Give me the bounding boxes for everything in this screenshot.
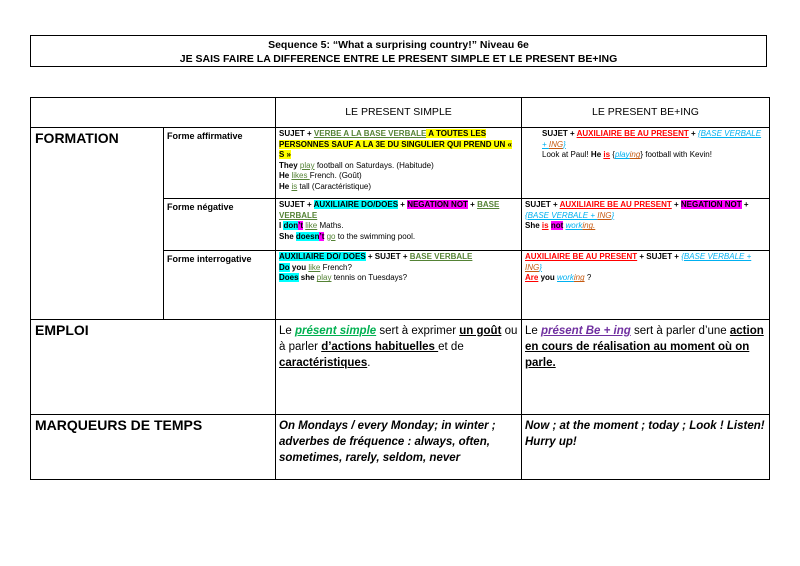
marqueurs-being-cell [522, 415, 770, 480]
text-line [279, 161, 518, 172]
text-segment: NEGATION NOT [680, 200, 742, 209]
affirmative-being-cell [522, 128, 770, 199]
empty-header-cell [31, 98, 276, 128]
text-segment: go [326, 231, 336, 241]
affirmative-simple-cell [276, 128, 522, 199]
text-segment: {BASE VERBALE + [681, 252, 752, 261]
text-line [279, 263, 518, 274]
text-segment: caractéristiques [279, 357, 368, 369]
emploi-simple-cell [276, 320, 522, 415]
text-segment: she [298, 273, 317, 283]
text-segment: AUXILIAIRE BE AU PRESENT [559, 200, 672, 209]
text-segment: I [279, 221, 284, 231]
text-segment: SUJET + [542, 129, 577, 138]
text-segment: AUXILIAIRE BE AU PRESENT [525, 252, 638, 261]
text-segment: et de [438, 341, 464, 353]
text-segment: AUXILIAIRE DO/DOES [313, 200, 399, 209]
text-segment: ou à parler [279, 325, 518, 353]
text-segment: French. (Goût) [309, 171, 362, 181]
text-line [279, 232, 518, 243]
text-segment: {BASE VERBALE + [542, 129, 762, 149]
text-segment: He [279, 171, 292, 181]
text-segment: They [279, 160, 300, 170]
text-line [525, 200, 766, 221]
text-segment: + [398, 200, 408, 209]
text-segment: NEGATION NOT [407, 200, 468, 209]
text-segment: tennis on Tuesdays? [331, 273, 408, 283]
text-segment: SUJET + [525, 200, 560, 209]
text-segment: He [590, 150, 604, 160]
marqueurs-simple-cell [276, 415, 522, 480]
text-segment: ING [525, 262, 540, 272]
text-segment: Does [279, 273, 299, 283]
text-line [279, 171, 518, 182]
text-segment: to the swimming pool. [335, 231, 416, 241]
text-segment: AUXILIAIRE DO/ DOES [279, 252, 366, 261]
text-segment: like [305, 221, 318, 231]
text-segment: BASE VERBALE [279, 200, 500, 220]
text-segment: play [299, 160, 315, 170]
text-segment: + [467, 200, 478, 209]
text-line [525, 418, 766, 450]
text-segment: She [279, 231, 296, 241]
interrogative-being-cell [522, 251, 770, 320]
text-segment: ? [584, 273, 592, 283]
text-segment: tall (Caractéristique) [297, 181, 372, 191]
text-segment: not [550, 221, 564, 231]
text-segment: is [291, 181, 298, 191]
text-segment: Now ; at the moment ; today ; Look ! Listen! Hurry up! [525, 420, 765, 448]
text-line [279, 252, 518, 263]
negative-simple-cell [276, 199, 522, 251]
emploi-label: EMPLOI [31, 320, 276, 415]
text-segment: likes [291, 171, 310, 181]
emploi-row [31, 320, 770, 415]
text-segment: BASE VERBALE [409, 252, 473, 261]
text-line [279, 273, 518, 284]
text-segment: On Mondays / every Monday; in winter ; adverbes de fréquence : always, often, sometimes, rarely, seldom, never [279, 420, 496, 464]
text-segment: . [367, 357, 371, 369]
interrogative-simple-cell [276, 251, 522, 320]
text-segment: don [283, 221, 299, 231]
marqueurs-label: MARQUEURS DE TEMPS [31, 415, 276, 480]
header-present-being: LE PRESENT BE+ING [522, 98, 770, 128]
text-line [279, 129, 518, 161]
text-segment: ’t [319, 231, 325, 241]
document-title-box [30, 35, 767, 67]
text-line [279, 323, 518, 371]
text-segment: Look at Paul! [542, 150, 591, 160]
text-segment: + [741, 200, 749, 209]
text-segment: work [557, 273, 574, 283]
text-segment: doesn [295, 231, 320, 241]
text-segment: action en cours de réalisation au moment où on parle. [525, 325, 764, 369]
text-line [525, 273, 766, 284]
negative-being-cell [522, 199, 770, 251]
text-segment: + SUJET + [637, 252, 682, 261]
text-segment: ING [548, 139, 564, 149]
text-segment: She [525, 221, 542, 231]
text-segment: {BASE VERBALE + [525, 210, 598, 220]
text-line [525, 323, 766, 371]
header-row [31, 98, 770, 128]
text-segment: } [539, 262, 542, 272]
text-segment: play [614, 150, 630, 160]
text-segment: football on Saturdays. (Habitude) [314, 160, 434, 170]
text-line [542, 150, 766, 161]
text-segment: is [541, 221, 549, 231]
text-line [525, 221, 766, 232]
text-segment: sert à parler d’une [630, 325, 730, 337]
text-segment: { [610, 150, 615, 160]
text-line [279, 182, 518, 193]
text-segment: SUJET + [279, 129, 314, 138]
text-line [525, 252, 766, 273]
text-segment: play [316, 273, 332, 283]
text-segment: ing [573, 273, 585, 283]
text-segment: He [279, 181, 292, 191]
text-segment: + SUJET + [365, 252, 410, 261]
text-line [542, 129, 766, 150]
text-segment: ING [597, 210, 612, 220]
text-segment: you [289, 262, 309, 272]
text-segment: sert à exprimer [376, 325, 460, 337]
text-segment: Maths. [317, 221, 344, 231]
text-segment: Are [525, 273, 539, 283]
affirmative-row [31, 128, 770, 199]
text-segment: work [565, 221, 583, 231]
form-affirmative-label: Forme affirmative [164, 128, 276, 199]
text-segment: Le [279, 325, 295, 337]
text-segment: AUXILIAIRE BE AU PRESENT [576, 129, 689, 138]
text-line [279, 221, 518, 232]
grammar-table [30, 97, 770, 480]
title-line-2: JE SAIS FAIRE LA DIFFERENCE ENTRE LE PRESENT SIMPLE ET LE PRESENT BE+ING [179, 53, 618, 65]
text-segment: ing. [582, 221, 596, 231]
text-segment: VERBE A LA BASE VERBALE [313, 129, 427, 138]
text-segment: ’t [298, 221, 304, 231]
text-segment: } [563, 139, 566, 149]
text-segment: + [688, 129, 698, 138]
text-segment: ing [629, 150, 641, 160]
form-interrogative-label: Forme interrogative [164, 251, 276, 320]
text-segment: like [308, 262, 321, 272]
text-segment: présent simple [295, 325, 377, 337]
text-segment: Do [279, 262, 290, 272]
formation-label: FORMATION [31, 128, 164, 320]
text-line [279, 418, 518, 466]
text-segment: d’actions habituelles [321, 341, 439, 353]
text-segment: SUJET + [279, 200, 314, 209]
text-segment: + [671, 200, 681, 209]
text-segment: French? [320, 262, 352, 272]
text-segment: } football with Kevin! [640, 150, 712, 160]
text-segment: Le [525, 325, 541, 337]
text-segment: is [603, 150, 611, 160]
text-segment: } [611, 210, 615, 220]
emploi-being-cell [522, 320, 770, 415]
text-segment: présent Be + ing [541, 325, 631, 337]
form-negative-label: Forme négative [164, 199, 276, 251]
marqueurs-row [31, 415, 770, 480]
title-line-1: Sequence 5: “What a surprising country!” Niveau 6e [268, 39, 529, 51]
text-line [279, 200, 518, 221]
text-segment: A TOUTES LES PERSONNES SAUF A LA 3E DU SINGULIER QUI PREND UN « S » [279, 129, 512, 160]
text-segment: un goût [459, 325, 502, 337]
text-segment: you [538, 273, 558, 283]
header-present-simple: LE PRESENT SIMPLE [276, 98, 522, 128]
